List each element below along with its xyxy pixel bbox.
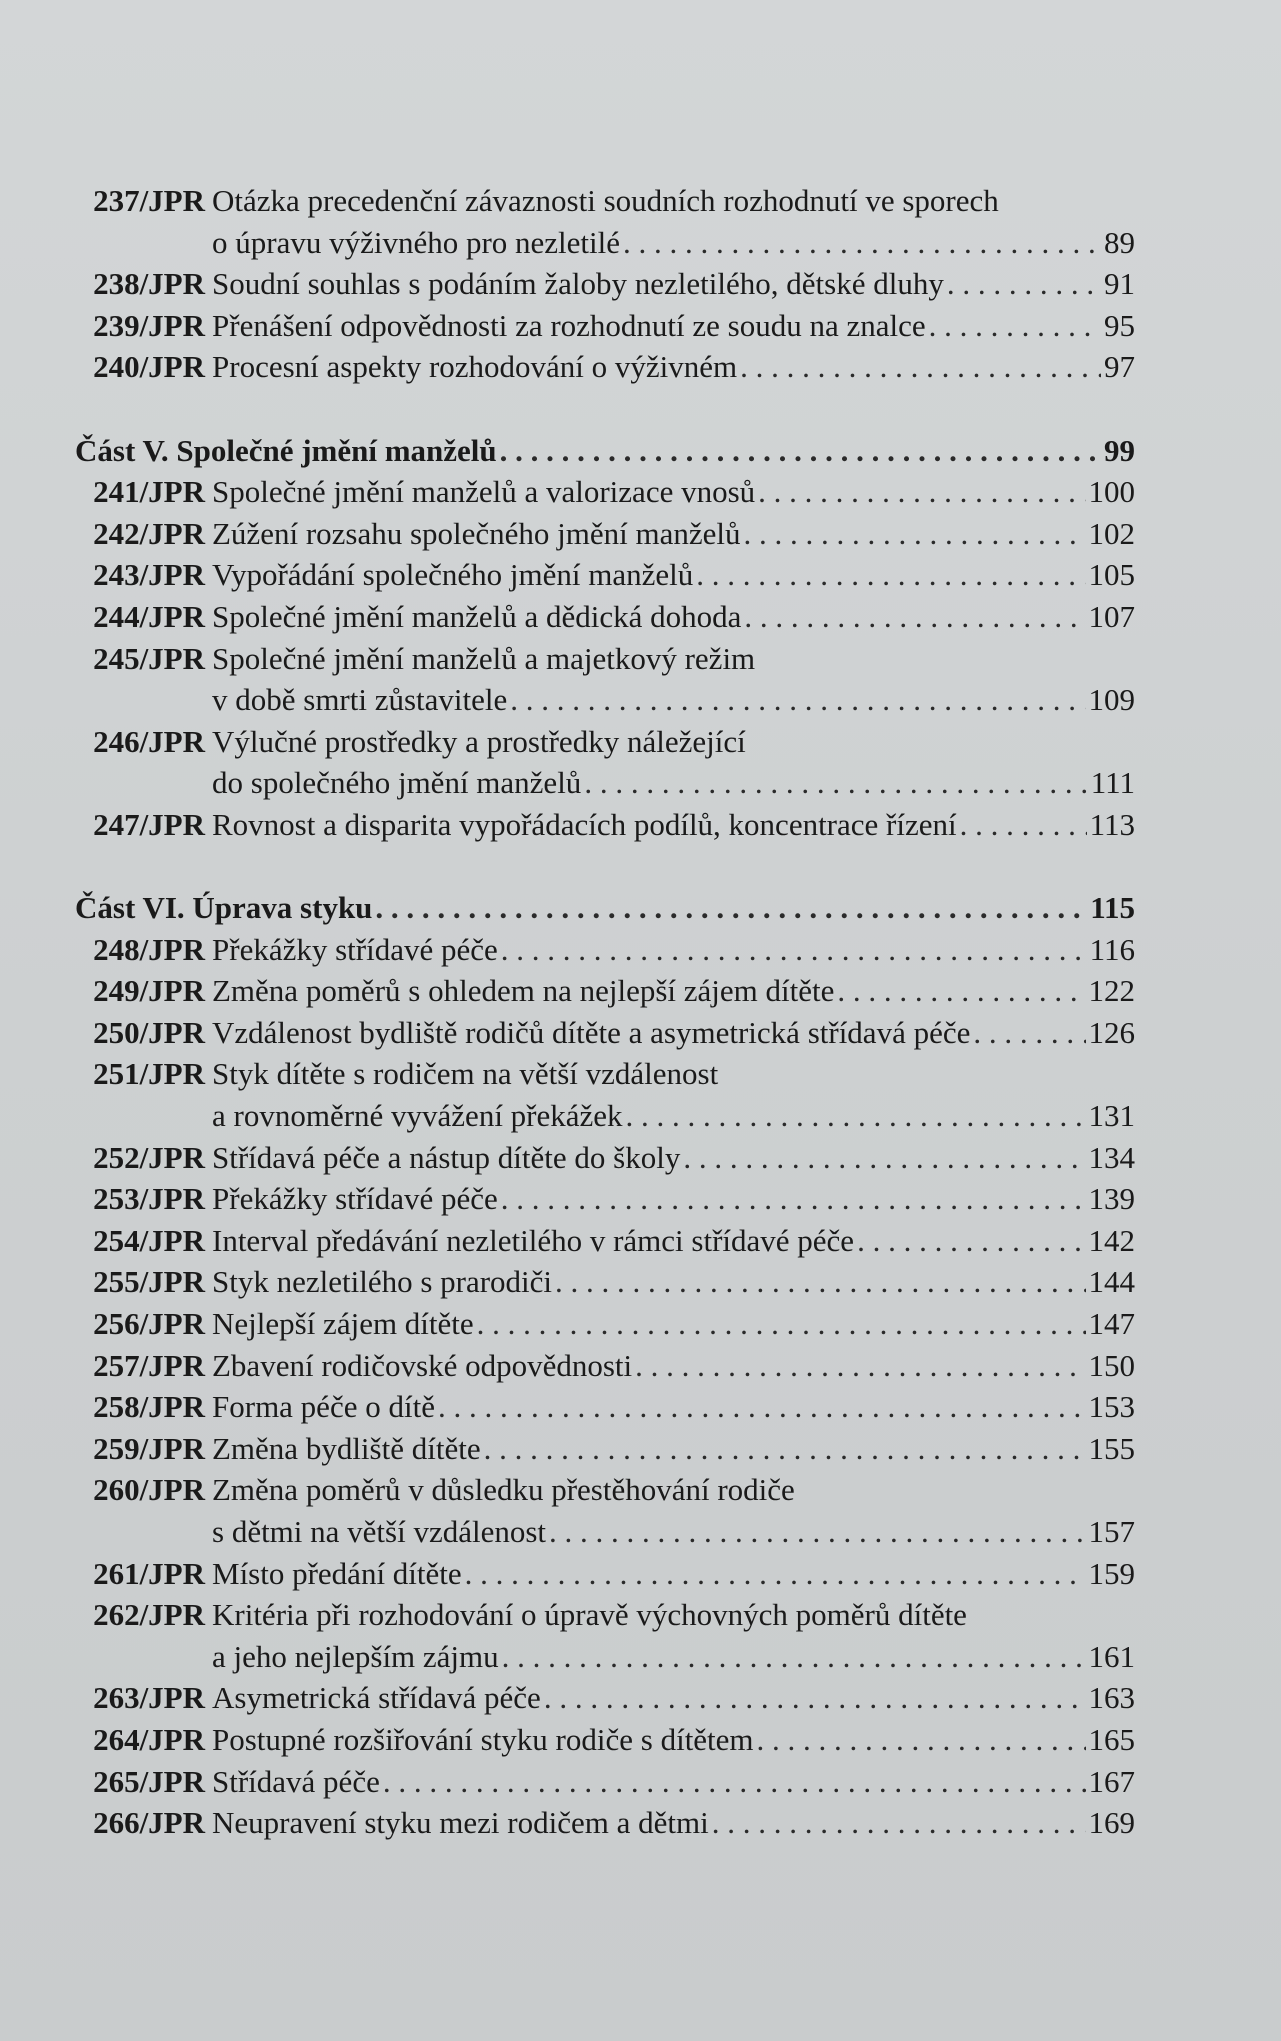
toc-entry — [75, 970, 1135, 1012]
toc-entry — [75, 1386, 1135, 1428]
toc-entry — [75, 263, 1135, 305]
entry-title: Soudní souhlas s podáním žaloby nezletilého, dětské dluhy — [212, 266, 944, 302]
toc-entry — [75, 305, 1135, 347]
dot-leader — [635, 1345, 1085, 1387]
toc-entry — [75, 1053, 1135, 1136]
dot-leader — [584, 762, 1087, 804]
toc-group — [75, 887, 1135, 1844]
section-title: Část V. Společné jmění manželů — [75, 432, 497, 468]
toc-entry — [75, 1220, 1135, 1262]
entry-title: Styk nezletilého s prarodiči — [212, 1264, 553, 1300]
dot-leader — [744, 513, 1086, 555]
entry-code: 254/JPR — [93, 1222, 205, 1258]
entry-page-number: 134 — [1088, 1139, 1135, 1175]
toc-entry — [75, 1261, 1135, 1303]
entry-code: 255/JPR — [93, 1264, 205, 1300]
toc-entry-line — [75, 1137, 1135, 1179]
entry-title: Nejlepší zájem dítěte — [212, 1306, 474, 1342]
entry-code: 248/JPR — [93, 931, 205, 967]
toc-entry — [75, 1012, 1135, 1054]
dot-leader — [744, 596, 1085, 638]
entry-title: Zúžení rozsahu společného jmění manželů — [212, 515, 741, 551]
entry-title: o úpravu výživného pro nezletilé — [212, 224, 621, 260]
entry-title: do společného jmění manželů — [212, 765, 582, 801]
entry-code: 246/JPR — [93, 723, 205, 759]
entry-code: 260/JPR — [93, 1472, 205, 1508]
entry-code: 242/JPR — [93, 515, 205, 551]
entry-page-number: 153 — [1088, 1389, 1135, 1425]
toc-entry — [75, 929, 1135, 971]
entry-page-number: 122 — [1088, 973, 1135, 1009]
entry-code: 258/JPR — [93, 1389, 205, 1425]
entry-page-number: 167 — [1088, 1763, 1135, 1799]
dot-leader — [555, 1261, 1085, 1303]
toc-entry-line — [75, 346, 1135, 388]
dot-leader — [510, 679, 1085, 721]
toc-entry-line — [75, 1261, 1135, 1303]
dot-leader — [740, 346, 1101, 388]
entry-title: Společné jmění manželů a majetkový režim — [212, 640, 756, 676]
toc-entry-line — [75, 554, 1135, 596]
entry-page-number: 111 — [1090, 765, 1135, 801]
dot-leader — [973, 1012, 1085, 1054]
entry-page-number: 169 — [1088, 1805, 1135, 1841]
toc-entry — [75, 1178, 1135, 1220]
entry-page-number: 142 — [1088, 1222, 1135, 1258]
entry-title: a jeho nejlepším zájmu — [212, 1638, 499, 1674]
toc-entry-line — [75, 1178, 1135, 1220]
toc-entry-line — [75, 762, 1135, 804]
entry-page-number: 113 — [1089, 806, 1135, 842]
entry-title: s dětmi na větší vzdálenost — [212, 1514, 547, 1549]
dot-leader — [947, 263, 1101, 305]
dot-leader — [857, 1220, 1085, 1262]
entry-page-number: 144 — [1088, 1264, 1135, 1300]
entry-code: 250/JPR — [93, 1014, 205, 1050]
dot-leader — [501, 1178, 1086, 1220]
entry-title: Přenášení odpovědnosti za rozhodnutí ze soudu na znalce — [212, 307, 926, 343]
toc-entry-line — [75, 1511, 1135, 1553]
toc-entry-line — [75, 305, 1135, 347]
toc-entry-line — [75, 222, 1135, 264]
toc-entry-line — [75, 1303, 1135, 1345]
entry-page-number: 157 — [1088, 1514, 1135, 1549]
dot-leader — [837, 970, 1085, 1012]
toc-entry-line — [75, 1677, 1135, 1719]
toc-entry-line — [75, 1053, 1135, 1095]
section-heading-line — [75, 430, 1135, 472]
dot-leader — [502, 1636, 1086, 1678]
entry-page-number: 147 — [1088, 1306, 1135, 1342]
entry-page-number: 97 — [1104, 349, 1135, 385]
entry-title: Neupravení styku mezi rodičem a dětmi — [212, 1805, 709, 1841]
entry-code: 262/JPR — [93, 1597, 205, 1633]
dot-leader — [501, 929, 1087, 971]
entry-page-number: 95 — [1104, 307, 1135, 343]
entry-code: 253/JPR — [93, 1181, 205, 1217]
dot-leader — [683, 1137, 1085, 1179]
toc-entry-line — [75, 929, 1135, 971]
entry-title: Vypořádání společného jmění manželů — [212, 557, 694, 593]
dot-leader — [375, 887, 1087, 929]
entry-title: Interval předávání nezletilého v rámci střídavé péče — [212, 1222, 855, 1258]
entry-title: Otázka precedenční závaznosti soudních rozhodnutí ve sporech — [212, 183, 999, 218]
entry-title: Střídavá péče — [212, 1763, 380, 1799]
toc-entry-line — [75, 638, 1135, 680]
entry-title: Překážky střídavé péče — [212, 931, 498, 967]
entry-page-number: 91 — [1104, 266, 1135, 302]
dot-leader — [623, 222, 1101, 264]
entry-page-number: 161 — [1088, 1638, 1135, 1674]
toc-entry-line — [75, 1095, 1135, 1137]
entry-code: 245/JPR — [93, 640, 205, 676]
dot-leader — [484, 1428, 1086, 1470]
dot-leader — [626, 1095, 1086, 1137]
toc-entry — [75, 721, 1135, 804]
toc-entry — [75, 1677, 1135, 1719]
toc-entry-line — [75, 596, 1135, 638]
toc-entry — [75, 1761, 1135, 1803]
dot-leader — [544, 1677, 1086, 1719]
entry-title: Změna poměrů s ohledem na nejlepší zájem dítěte — [212, 973, 835, 1009]
toc-entry-line — [75, 263, 1135, 305]
toc-entry-line — [75, 804, 1135, 846]
toc-entry — [75, 1553, 1135, 1595]
dot-leader — [757, 1719, 1086, 1761]
entry-code: 239/JPR — [93, 307, 205, 343]
entry-title: Vzdálenost bydliště rodičů dítěte a asymetrická střídavá péče — [212, 1014, 971, 1050]
entry-page-number: 105 — [1088, 557, 1135, 593]
entry-title: Společné jmění manželů a valorizace vnosů — [212, 474, 756, 510]
toc-entry — [75, 1345, 1135, 1387]
toc-group — [75, 180, 1135, 388]
toc-entry-line — [75, 1428, 1135, 1470]
toc-entry-line — [75, 180, 1135, 222]
dot-leader — [696, 554, 1085, 596]
toc-entry-line — [75, 1469, 1135, 1511]
dot-leader — [500, 430, 1101, 472]
entry-page-number: 107 — [1088, 598, 1135, 634]
dot-leader — [438, 1386, 1086, 1428]
entry-code: 247/JPR — [93, 806, 205, 842]
entry-title: Překážky střídavé péče — [212, 1181, 498, 1217]
entry-title: Střídavá péče a nástup dítěte do školy — [212, 1139, 681, 1175]
toc-entry-line — [75, 1345, 1135, 1387]
entry-title: Zbavení rodičovské odpovědnosti — [212, 1347, 633, 1383]
toc-entry — [75, 1719, 1135, 1761]
entry-page-number: 159 — [1088, 1555, 1135, 1591]
entry-title: Místo předání dítěte — [212, 1555, 462, 1591]
entry-title: a rovnoměrné vyvážení překážek — [212, 1098, 623, 1134]
entry-page-number: 126 — [1088, 1014, 1135, 1050]
section-page-number: 115 — [1090, 890, 1135, 926]
entry-code: 263/JPR — [93, 1680, 205, 1716]
toc-entry — [75, 596, 1135, 638]
entry-code: 237/JPR — [93, 183, 205, 218]
section-heading-line — [75, 887, 1135, 929]
entry-title: Asymetrická střídavá péče — [212, 1680, 541, 1716]
section-heading — [75, 887, 1135, 929]
entry-code: 238/JPR — [93, 266, 205, 302]
toc-entry-line — [75, 1220, 1135, 1262]
toc-entry-line — [75, 1012, 1135, 1054]
entry-page-number: 163 — [1088, 1680, 1135, 1716]
section-page-number: 99 — [1104, 432, 1135, 468]
entry-code: 251/JPR — [93, 1056, 205, 1092]
toc-entry-line — [75, 970, 1135, 1012]
entry-page-number: 139 — [1088, 1181, 1135, 1217]
entry-page-number: 100 — [1088, 474, 1135, 510]
dot-leader — [929, 305, 1101, 347]
table-of-contents — [75, 180, 1135, 1844]
entry-code: 252/JPR — [93, 1139, 205, 1175]
entry-page-number: 150 — [1088, 1347, 1135, 1383]
entry-code: 249/JPR — [93, 973, 205, 1009]
entry-code: 241/JPR — [93, 474, 205, 510]
entry-code: 256/JPR — [93, 1306, 205, 1342]
entry-title: v době smrti zůstavitele — [212, 682, 508, 718]
toc-entry-line — [75, 1636, 1135, 1678]
entry-page-number: 89 — [1104, 224, 1135, 260]
toc-entry-line — [75, 1553, 1135, 1595]
entry-code: 259/JPR — [93, 1430, 205, 1466]
toc-entry-line — [75, 471, 1135, 513]
entry-title: Změna bydliště dítěte — [212, 1430, 481, 1466]
entry-code: 265/JPR — [93, 1763, 205, 1799]
entry-title: Rovnost a disparita vypořádacích podílů, koncentrace řízení — [212, 806, 957, 842]
toc-entry — [75, 804, 1135, 846]
toc-entry — [75, 1802, 1135, 1844]
dot-leader — [383, 1761, 1086, 1803]
dot-leader — [549, 1511, 1085, 1553]
toc-entry — [75, 346, 1135, 388]
entry-code: 240/JPR — [93, 349, 205, 385]
toc-entry — [75, 1594, 1135, 1677]
dot-leader — [758, 471, 1085, 513]
entry-page-number: 165 — [1088, 1721, 1135, 1757]
entry-code: 243/JPR — [93, 557, 205, 593]
dot-leader — [960, 804, 1087, 846]
toc-entry-line — [75, 513, 1135, 555]
entry-page-number: 155 — [1088, 1430, 1135, 1466]
entry-page-number: 131 — [1088, 1098, 1135, 1134]
toc-entry — [75, 1303, 1135, 1345]
dot-leader — [465, 1553, 1086, 1595]
entry-code: 261/JPR — [93, 1555, 205, 1591]
toc-entry — [75, 1469, 1135, 1552]
entry-title: Kritéria při rozhodování o úpravě výchovných poměrů dítěte — [212, 1597, 967, 1633]
toc-entry — [75, 180, 1135, 263]
entry-title: Procesní aspekty rozhodování o výživném — [212, 349, 738, 385]
toc-entry — [75, 1428, 1135, 1470]
toc-entry-line — [75, 1761, 1135, 1803]
entry-title: Postupné rozšiřování styku rodiče s dítětem — [212, 1721, 754, 1757]
entry-code: 266/JPR — [93, 1805, 205, 1841]
toc-group — [75, 430, 1135, 846]
section-heading — [75, 430, 1135, 472]
toc-entry — [75, 513, 1135, 555]
entry-title: Forma péče o dítě — [212, 1389, 435, 1425]
entry-code: 244/JPR — [93, 598, 205, 634]
entry-title: Styk dítěte s rodičem na větší vzdálenost — [212, 1056, 719, 1092]
section-title: Část VI. Úprava styku — [75, 890, 373, 926]
toc-entry-line — [75, 1719, 1135, 1761]
entry-title: Společné jmění manželů a dědická dohoda — [212, 598, 742, 634]
dot-leader — [477, 1303, 1086, 1345]
toc-entry — [75, 554, 1135, 596]
entry-page-number: 109 — [1088, 682, 1135, 718]
toc-entry — [75, 471, 1135, 513]
dot-leader — [712, 1802, 1086, 1844]
toc-entry — [75, 638, 1135, 721]
entry-title: Změna poměrů v důsledku přestěhování rodiče — [212, 1472, 795, 1508]
toc-entry-line — [75, 1594, 1135, 1636]
toc-entry-line — [75, 1802, 1135, 1844]
toc-entry-line — [75, 679, 1135, 721]
toc-entry-line — [75, 721, 1135, 763]
entry-code: 257/JPR — [93, 1347, 205, 1383]
toc-entry-line — [75, 1386, 1135, 1428]
entry-title: Výlučné prostředky a prostředky náležející — [212, 723, 746, 759]
entry-page-number: 116 — [1089, 931, 1135, 967]
toc-entry — [75, 1137, 1135, 1179]
entry-page-number: 102 — [1088, 515, 1135, 551]
entry-code: 264/JPR — [93, 1721, 205, 1757]
